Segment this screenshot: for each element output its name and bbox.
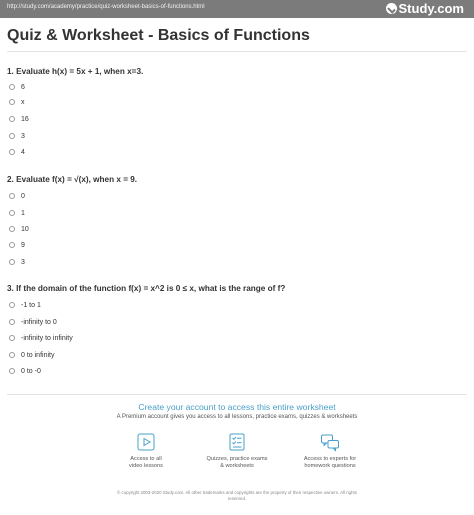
feature-text-line-2: video lessons [129,463,163,469]
q3-option-5[interactable] [9,366,41,376]
radio-button-icon[interactable] [9,319,15,325]
q1-option-3[interactable] [9,114,29,124]
radio-button-icon[interactable] [9,133,15,139]
radio-button-icon[interactable] [9,116,15,122]
option-label: 4 [21,148,25,156]
title-divider [7,51,467,52]
q3-option-1[interactable] [9,300,41,310]
radio-button-icon[interactable] [9,149,15,155]
study-logo-icon [386,3,397,14]
option-label: 0 to infinity [21,351,55,359]
copyright-line-1: © copyright 2003-2020 Study.com. All other trademarks and copyrights are the property of their respective owners. All rights [117,490,357,495]
option-label: 10 [21,225,29,233]
top-bar [0,0,474,18]
radio-button-icon[interactable] [9,193,15,199]
copyright-line-2: reserved. [227,496,247,501]
feature-text-line-2: & worksheets [220,463,254,469]
q3-option-2[interactable] [9,317,57,327]
create-account-link[interactable]: Create your account to access this entire worksheet [138,402,336,412]
option-label: -infinity to infinity [21,334,73,342]
feature-text-line-1: Access to experts for [303,456,357,462]
feature-text-line-2: homework questions [304,463,356,469]
question-2: 2. Evaluate f(x) = √(x), when x = 9. [7,175,138,184]
option-label: 3 [21,258,25,266]
q3-option-4[interactable] [9,350,54,360]
option-label: 6 [21,83,25,91]
copyright-footer [0,490,474,502]
video-lesson-icon [136,432,156,452]
option-label: x [21,98,25,106]
feature-text-line-1: Quizzes, practice exams [206,456,268,462]
option-label: 0 [21,192,25,200]
question-1: 1. Evaluate h(x) = 5x + 1, when x=3. [7,67,144,76]
q2-option-3[interactable] [9,224,29,234]
radio-button-icon[interactable] [9,210,15,216]
q2-option-4[interactable] [9,240,25,250]
radio-button-icon[interactable] [9,259,15,265]
premium-description: A Premium account gives you access to all lessons, practice exams, quizzes & worksheets [116,414,358,420]
q1-option-1[interactable] [9,82,25,92]
q2-option-2[interactable] [9,208,25,218]
radio-button-icon[interactable] [9,368,15,374]
expert-chat-icon [320,432,340,452]
quiz-checklist-icon [227,432,247,452]
radio-button-icon[interactable] [9,302,15,308]
study-logo[interactable] [386,1,465,16]
page-title: Quiz & Worksheet - Basics of Functions [7,27,310,44]
option-label: 0 to -0 [21,367,41,375]
q2-option-1[interactable] [9,191,25,201]
radio-button-icon[interactable] [9,242,15,248]
q2-option-5[interactable] [9,257,25,267]
option-label: 9 [21,241,25,249]
q1-option-5[interactable] [9,147,25,157]
cta-divider [7,394,467,395]
q3-option-3[interactable] [9,333,73,343]
feature-video-lessons [98,432,194,470]
option-label: -1 to 1 [21,301,41,309]
option-label: -infinity to 0 [21,318,57,326]
q1-option-2[interactable] [9,97,25,107]
question-3: 3. If the domain of the function f(x) = x^2 is 0 ≤ x, what is the range of f? [7,284,286,293]
feature-quizzes [189,432,285,470]
page-url[interactable]: http://study.com/academy/practice/quiz-worksheet-basics-of-functions.html [7,4,205,10]
option-label: 1 [21,209,25,217]
q1-option-4[interactable] [9,131,25,141]
radio-button-icon[interactable] [9,84,15,90]
feature-text-line-1: Access to all [130,456,162,462]
option-label: 16 [21,115,29,123]
feature-experts [282,432,378,470]
study-logo-text: Study.com [398,1,464,16]
radio-button-icon[interactable] [9,226,15,232]
radio-button-icon[interactable] [9,335,15,341]
option-label: 3 [21,132,25,140]
radio-button-icon[interactable] [9,352,15,358]
radio-button-icon[interactable] [9,99,15,105]
